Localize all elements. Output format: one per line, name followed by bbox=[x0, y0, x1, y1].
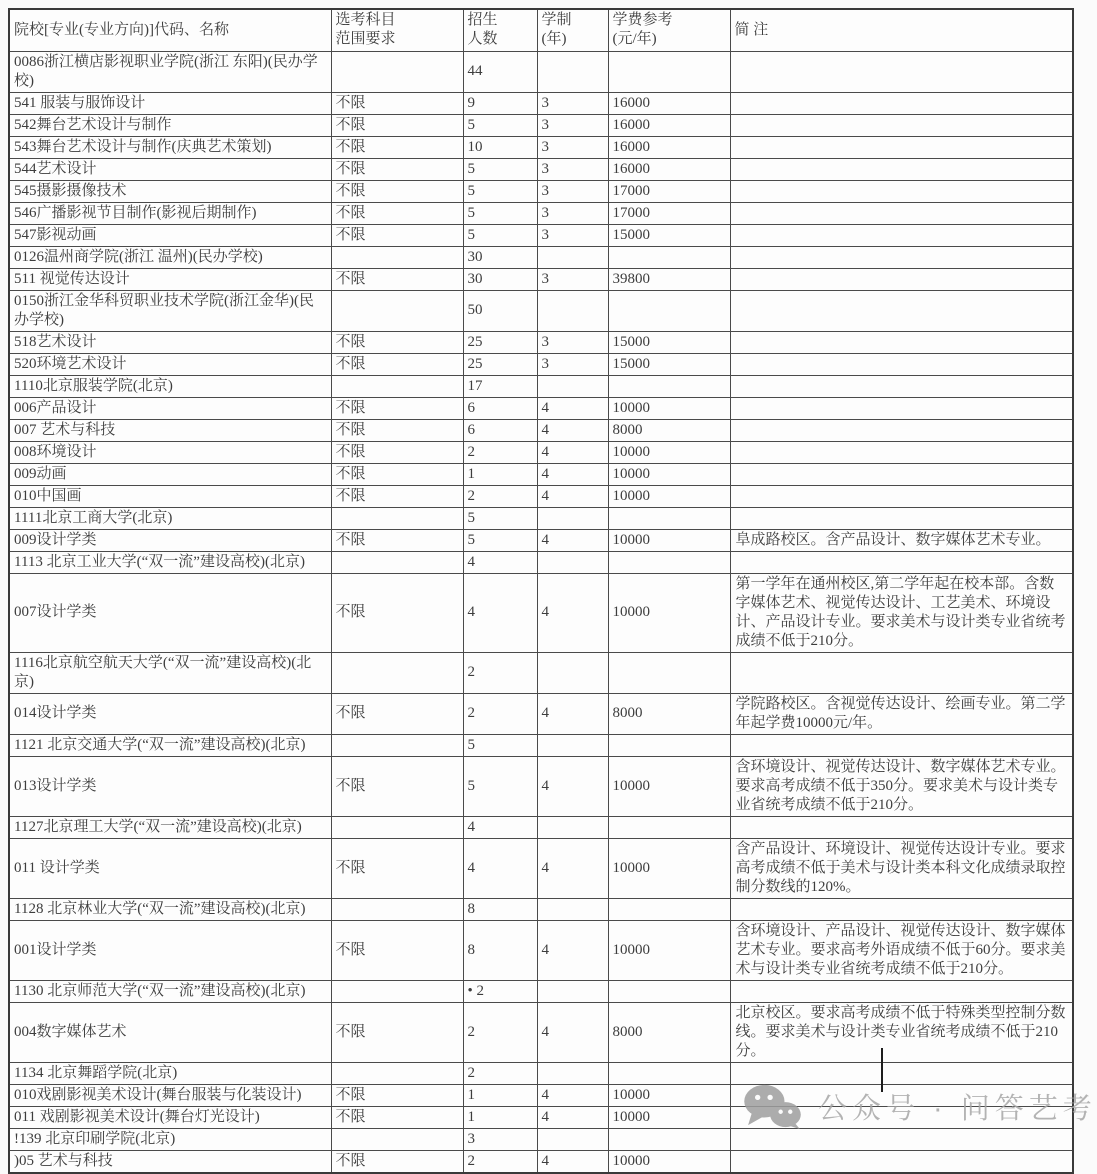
note-cell: 学院路校区。含视觉传达设计、绘画专业。第二学年起学费10000元/年。 bbox=[730, 693, 1073, 734]
subjects-cell: 不限 bbox=[331, 158, 463, 180]
table-row-major bbox=[9, 1084, 1073, 1106]
col-header-fee-line1: 学费参考 bbox=[612, 12, 673, 29]
tuition-fee-cell: 8000 bbox=[608, 419, 730, 441]
school-major-cell: 004数字媒体艺术 bbox=[9, 1002, 331, 1062]
school-major-cell: 001设计学类 bbox=[9, 920, 331, 980]
school-major-cell: )05 艺术与科技 bbox=[9, 1150, 331, 1173]
enrollment-count-cell: 1 bbox=[463, 1084, 537, 1106]
tuition-fee-cell bbox=[608, 898, 730, 920]
enrollment-count-cell: 2 bbox=[463, 652, 537, 693]
table-row-major bbox=[9, 573, 1073, 652]
col-header-count-line1: 招生 bbox=[467, 12, 498, 29]
table-row-major bbox=[9, 268, 1073, 290]
table-row-school bbox=[9, 1128, 1073, 1150]
table-row-school bbox=[9, 290, 1073, 331]
table-row-major bbox=[9, 158, 1073, 180]
note-cell bbox=[730, 246, 1073, 268]
enrollment-count-cell: 2 bbox=[463, 441, 537, 463]
table-row-major bbox=[9, 397, 1073, 419]
school-major-cell: 1111北京工商大学(北京) bbox=[9, 507, 331, 529]
table-row-major bbox=[9, 693, 1073, 734]
note-cell bbox=[730, 1150, 1073, 1173]
note-cell bbox=[730, 1106, 1073, 1128]
tuition-fee-cell: 10000 bbox=[608, 1084, 730, 1106]
table-row-major bbox=[9, 485, 1073, 507]
subjects-cell: 不限 bbox=[331, 485, 463, 507]
note-cell bbox=[730, 816, 1073, 838]
table-row-school bbox=[9, 652, 1073, 693]
enrollment-count-cell: 4 bbox=[463, 551, 537, 573]
col-header-school-major bbox=[9, 9, 331, 51]
enrollment-count-cell: 4 bbox=[463, 573, 537, 652]
table-row-major bbox=[9, 180, 1073, 202]
subjects-cell: 不限 bbox=[331, 693, 463, 734]
school-major-cell: 010中国画 bbox=[9, 485, 331, 507]
subjects-cell bbox=[331, 816, 463, 838]
enrollment-count-cell: 4 bbox=[463, 838, 537, 898]
subjects-cell: 不限 bbox=[331, 180, 463, 202]
note-cell: 第一学年在通州校区,第二学年起在校本部。含数字媒体艺术、视觉传达设计、工艺美术、环境设计、产品设计专业。要求美术与设计类专业省统考成绩不低于210分。 bbox=[730, 573, 1073, 652]
study-years-cell: 4 bbox=[537, 920, 608, 980]
note-cell bbox=[730, 136, 1073, 158]
school-major-cell: 010戏剧影视美术设计(舞台服装与化装设计) bbox=[9, 1084, 331, 1106]
study-years-cell: 4 bbox=[537, 756, 608, 816]
subjects-cell: 不限 bbox=[331, 268, 463, 290]
school-major-cell: 1127北京理工大学(“双一流”建设高校)(北京) bbox=[9, 816, 331, 838]
col-header-note-label: 简 注 bbox=[734, 21, 769, 38]
col-header-count bbox=[463, 9, 537, 51]
enrollment-count-cell: 5 bbox=[463, 114, 537, 136]
note-cell bbox=[730, 224, 1073, 246]
school-major-cell: 007设计学类 bbox=[9, 573, 331, 652]
subjects-cell: 不限 bbox=[331, 756, 463, 816]
tuition-fee-cell: 10000 bbox=[608, 1150, 730, 1173]
subjects-cell: 不限 bbox=[331, 1150, 463, 1173]
table-row-major bbox=[9, 920, 1073, 980]
tuition-fee-cell: 10000 bbox=[608, 463, 730, 485]
school-major-cell: 011 戏剧影视美术设计(舞台灯光设计) bbox=[9, 1106, 331, 1128]
study-years-cell: 3 bbox=[537, 331, 608, 353]
enrollment-count-cell: 50 bbox=[463, 290, 537, 331]
study-years-cell bbox=[537, 816, 608, 838]
school-major-cell: 0150浙江金华科贸职业技术学院(浙江金华)(民办学校) bbox=[9, 290, 331, 331]
enrollment-count-cell: 5 bbox=[463, 507, 537, 529]
subjects-cell bbox=[331, 734, 463, 756]
enrollment-count-cell: 6 bbox=[463, 397, 537, 419]
tuition-fee-cell bbox=[608, 816, 730, 838]
stray-vertical-line bbox=[881, 1048, 883, 1092]
table-row-major bbox=[9, 224, 1073, 246]
study-years-cell: 4 bbox=[537, 1150, 608, 1173]
table-row-school bbox=[9, 507, 1073, 529]
enrollment-count-cell: 5 bbox=[463, 734, 537, 756]
study-years-cell: 3 bbox=[537, 224, 608, 246]
tuition-fee-cell bbox=[608, 375, 730, 397]
table-row-major bbox=[9, 114, 1073, 136]
col-header-years bbox=[537, 9, 608, 51]
subjects-cell: 不限 bbox=[331, 529, 463, 551]
study-years-cell: 4 bbox=[537, 1002, 608, 1062]
subjects-cell: 不限 bbox=[331, 838, 463, 898]
enrollment-count-cell: 2 bbox=[463, 1150, 537, 1173]
subjects-cell bbox=[331, 375, 463, 397]
study-years-cell: 4 bbox=[537, 485, 608, 507]
subjects-cell: 不限 bbox=[331, 1106, 463, 1128]
subjects-cell bbox=[331, 290, 463, 331]
subjects-cell: 不限 bbox=[331, 114, 463, 136]
school-major-cell: 1110北京服装学院(北京) bbox=[9, 375, 331, 397]
note-cell bbox=[730, 158, 1073, 180]
school-major-cell: 545摄影摄像技术 bbox=[9, 180, 331, 202]
subjects-cell: 不限 bbox=[331, 1084, 463, 1106]
enrollment-count-cell: 4 bbox=[463, 816, 537, 838]
subjects-cell: 不限 bbox=[331, 463, 463, 485]
table-row-school bbox=[9, 375, 1073, 397]
enrollment-count-cell: 1 bbox=[463, 1106, 537, 1128]
school-major-cell: 543舞台艺术设计与制作(庆典艺术策划) bbox=[9, 136, 331, 158]
study-years-cell bbox=[537, 734, 608, 756]
school-major-cell: 1130 北京师范大学(“双一流”建设高校)(北京) bbox=[9, 980, 331, 1002]
tuition-fee-cell bbox=[608, 507, 730, 529]
tuition-fee-cell bbox=[608, 51, 730, 92]
study-years-cell: 3 bbox=[537, 353, 608, 375]
enrollment-count-cell: 2 bbox=[463, 693, 537, 734]
tuition-fee-cell: 15000 bbox=[608, 353, 730, 375]
subjects-cell: 不限 bbox=[331, 92, 463, 114]
study-years-cell bbox=[537, 246, 608, 268]
enrollment-count-cell: 5 bbox=[463, 756, 537, 816]
note-cell: 含环境设计、产品设计、视觉传达设计、数字媒体艺术专业。要求高考外语成绩不低于60分。要求美术与设计类专业省统考成绩不低于210分。 bbox=[730, 920, 1073, 980]
study-years-cell bbox=[537, 1128, 608, 1150]
study-years-cell: 3 bbox=[537, 136, 608, 158]
enrollment-count-cell: 5 bbox=[463, 224, 537, 246]
subjects-cell: 不限 bbox=[331, 397, 463, 419]
note-cell bbox=[730, 734, 1073, 756]
table-row-school bbox=[9, 734, 1073, 756]
study-years-cell: 3 bbox=[537, 268, 608, 290]
tuition-fee-cell bbox=[608, 246, 730, 268]
tuition-fee-cell: 10000 bbox=[608, 756, 730, 816]
school-major-cell: 1121 北京交通大学(“双一流”建设高校)(北京) bbox=[9, 734, 331, 756]
note-cell bbox=[730, 375, 1073, 397]
table-row-school bbox=[9, 980, 1073, 1002]
tuition-fee-cell bbox=[608, 652, 730, 693]
study-years-cell: 4 bbox=[537, 573, 608, 652]
enrollment-count-cell: 8 bbox=[463, 898, 537, 920]
study-years-cell: 4 bbox=[537, 397, 608, 419]
col-header-subjects-line1: 选考科目 bbox=[335, 12, 396, 29]
school-major-cell: 1116北京航空航天大学(“双一流”建设高校)(北京) bbox=[9, 652, 331, 693]
note-cell: 含环境设计、视觉传达设计、数字媒体艺术专业。要求高考成绩不低于350分。要求美术与设计类专业省统考成绩不低于210分。 bbox=[730, 756, 1073, 816]
study-years-cell: 4 bbox=[537, 441, 608, 463]
tuition-fee-cell: 10000 bbox=[608, 485, 730, 507]
note-cell bbox=[730, 419, 1073, 441]
tuition-fee-cell: 10000 bbox=[608, 397, 730, 419]
col-header-count-line2: 人数 bbox=[467, 31, 498, 48]
enrollment-count-cell: 44 bbox=[463, 51, 537, 92]
tuition-fee-cell: 17000 bbox=[608, 202, 730, 224]
table-row-major bbox=[9, 202, 1073, 224]
enrollment-count-cell: 1 bbox=[463, 463, 537, 485]
note-cell: 阜成路校区。含产品设计、数字媒体艺术专业。 bbox=[730, 529, 1073, 551]
tuition-fee-cell bbox=[608, 1128, 730, 1150]
note-cell bbox=[730, 290, 1073, 331]
subjects-cell: 不限 bbox=[331, 202, 463, 224]
table-row-major bbox=[9, 92, 1073, 114]
note-cell bbox=[730, 331, 1073, 353]
note-cell bbox=[730, 441, 1073, 463]
enrollment-count-cell: 2 bbox=[463, 1062, 537, 1084]
tuition-fee-cell bbox=[608, 1062, 730, 1084]
note-cell: 含产品设计、环境设计、视觉传达设计专业。要求高考成绩不低于美术与设计类本科文化成绩录取控制分数线的120%。 bbox=[730, 838, 1073, 898]
study-years-cell: 4 bbox=[537, 838, 608, 898]
enrollment-count-cell: 17 bbox=[463, 375, 537, 397]
table-row-school bbox=[9, 551, 1073, 573]
study-years-cell: 4 bbox=[537, 463, 608, 485]
note-cell bbox=[730, 1084, 1073, 1106]
enrollment-count-cell: 9 bbox=[463, 92, 537, 114]
tuition-fee-cell: 8000 bbox=[608, 693, 730, 734]
study-years-cell: 4 bbox=[537, 1106, 608, 1128]
subjects-cell: 不限 bbox=[331, 136, 463, 158]
study-years-cell: 3 bbox=[537, 92, 608, 114]
table-row-school bbox=[9, 246, 1073, 268]
note-cell bbox=[730, 898, 1073, 920]
note-cell: 北京校区。要求高考成绩不低于特殊类型控制分数线。要求美术与设计类专业省统考成绩不低于210分。 bbox=[730, 1002, 1073, 1062]
subjects-cell bbox=[331, 652, 463, 693]
school-major-cell: 1134 北京舞蹈学院(北京) bbox=[9, 1062, 331, 1084]
tuition-fee-cell: 15000 bbox=[608, 224, 730, 246]
tuition-fee-cell bbox=[608, 980, 730, 1002]
note-cell bbox=[730, 268, 1073, 290]
table-row-major bbox=[9, 529, 1073, 551]
subjects-cell: 不限 bbox=[331, 419, 463, 441]
col-header-years-line1: 学制 bbox=[541, 12, 572, 29]
note-cell bbox=[730, 353, 1073, 375]
table-row-school bbox=[9, 51, 1073, 92]
enrollment-count-cell: 5 bbox=[463, 529, 537, 551]
note-cell bbox=[730, 180, 1073, 202]
study-years-cell bbox=[537, 51, 608, 92]
tuition-fee-cell: 15000 bbox=[608, 331, 730, 353]
tuition-fee-cell bbox=[608, 290, 730, 331]
subjects-cell bbox=[331, 507, 463, 529]
school-major-cell: 006产品设计 bbox=[9, 397, 331, 419]
col-header-fee-line2: (元/年) bbox=[612, 31, 657, 48]
tuition-fee-cell bbox=[608, 551, 730, 573]
study-years-cell bbox=[537, 652, 608, 693]
col-header-years-line2: (年) bbox=[541, 31, 567, 48]
col-header-note bbox=[730, 9, 1073, 51]
subjects-cell bbox=[331, 898, 463, 920]
table-row-major bbox=[9, 1002, 1073, 1062]
header-row bbox=[9, 9, 1073, 51]
study-years-cell bbox=[537, 507, 608, 529]
study-years-cell: 4 bbox=[537, 1084, 608, 1106]
table-row-major bbox=[9, 463, 1073, 485]
study-years-cell: 3 bbox=[537, 180, 608, 202]
subjects-cell bbox=[331, 51, 463, 92]
school-major-cell: 542舞台艺术设计与制作 bbox=[9, 114, 331, 136]
table-row-major bbox=[9, 1150, 1073, 1173]
school-major-cell: 511 视觉传达设计 bbox=[9, 268, 331, 290]
school-major-cell: 0086浙江横店影视职业学院(浙江 东阳)(民办学校) bbox=[9, 51, 331, 92]
col-header-school-major-label: 院校[专业(专业方向)]代码、名称 bbox=[14, 21, 229, 38]
school-major-cell: 011 设计学类 bbox=[9, 838, 331, 898]
tuition-fee-cell: 16000 bbox=[608, 92, 730, 114]
school-major-cell: 547影视动画 bbox=[9, 224, 331, 246]
tuition-fee-cell: 16000 bbox=[608, 114, 730, 136]
table-row-major bbox=[9, 136, 1073, 158]
study-years-cell bbox=[537, 980, 608, 1002]
table-row-major bbox=[9, 441, 1073, 463]
col-header-fee bbox=[608, 9, 730, 51]
note-cell bbox=[730, 202, 1073, 224]
school-major-cell: 013设计学类 bbox=[9, 756, 331, 816]
table-row-school bbox=[9, 816, 1073, 838]
enrollment-count-cell: 25 bbox=[463, 331, 537, 353]
enrollment-count-cell: 2 bbox=[463, 485, 537, 507]
subjects-cell bbox=[331, 551, 463, 573]
tuition-fee-cell: 10000 bbox=[608, 441, 730, 463]
school-major-cell: 008环境设计 bbox=[9, 441, 331, 463]
tuition-fee-cell: 10000 bbox=[608, 529, 730, 551]
enrollment-count-cell: 8 bbox=[463, 920, 537, 980]
study-years-cell bbox=[537, 375, 608, 397]
school-major-cell: 520环境艺术设计 bbox=[9, 353, 331, 375]
tuition-fee-cell: 8000 bbox=[608, 1002, 730, 1062]
enrollment-count-cell: • 2 bbox=[463, 980, 537, 1002]
school-major-cell: 1113 北京工业大学(“双一流”建设高校)(北京) bbox=[9, 551, 331, 573]
study-years-cell: 3 bbox=[537, 114, 608, 136]
school-major-cell: 0126温州商学院(浙江 温州)(民办学校) bbox=[9, 246, 331, 268]
tuition-fee-cell: 10000 bbox=[608, 920, 730, 980]
col-header-subjects bbox=[331, 9, 463, 51]
note-cell bbox=[730, 652, 1073, 693]
tuition-fee-cell: 16000 bbox=[608, 158, 730, 180]
school-major-cell: 541 服装与服饰设计 bbox=[9, 92, 331, 114]
subjects-cell: 不限 bbox=[331, 920, 463, 980]
note-cell bbox=[730, 1062, 1073, 1084]
enrollment-count-cell: 10 bbox=[463, 136, 537, 158]
note-cell bbox=[730, 92, 1073, 114]
study-years-cell bbox=[537, 1062, 608, 1084]
admissions-table bbox=[8, 8, 1074, 1174]
study-years-cell bbox=[537, 551, 608, 573]
note-cell bbox=[730, 507, 1073, 529]
table-row-major bbox=[9, 1106, 1073, 1128]
table-row-major bbox=[9, 353, 1073, 375]
subjects-cell bbox=[331, 1128, 463, 1150]
note-cell bbox=[730, 551, 1073, 573]
subjects-cell bbox=[331, 1062, 463, 1084]
subjects-cell: 不限 bbox=[331, 353, 463, 375]
note-cell bbox=[730, 1128, 1073, 1150]
enrollment-count-cell: 25 bbox=[463, 353, 537, 375]
study-years-cell: 3 bbox=[537, 202, 608, 224]
school-major-cell: 009设计学类 bbox=[9, 529, 331, 551]
enrollment-count-cell: 30 bbox=[463, 268, 537, 290]
study-years-cell: 4 bbox=[537, 529, 608, 551]
note-cell bbox=[730, 463, 1073, 485]
tuition-fee-cell: 17000 bbox=[608, 180, 730, 202]
note-cell bbox=[730, 114, 1073, 136]
study-years-cell: 4 bbox=[537, 419, 608, 441]
tuition-fee-cell: 10000 bbox=[608, 573, 730, 652]
school-major-cell: 518艺术设计 bbox=[9, 331, 331, 353]
enrollment-count-cell: 5 bbox=[463, 202, 537, 224]
note-cell bbox=[730, 485, 1073, 507]
table-row-major bbox=[9, 419, 1073, 441]
enrollment-count-cell: 5 bbox=[463, 180, 537, 202]
note-cell bbox=[730, 51, 1073, 92]
subjects-cell: 不限 bbox=[331, 1002, 463, 1062]
enrollment-count-cell: 5 bbox=[463, 158, 537, 180]
table-row-major bbox=[9, 756, 1073, 816]
table-row-major bbox=[9, 331, 1073, 353]
enrollment-count-cell: 2 bbox=[463, 1002, 537, 1062]
tuition-fee-cell: 39800 bbox=[608, 268, 730, 290]
subjects-cell: 不限 bbox=[331, 331, 463, 353]
subjects-cell bbox=[331, 246, 463, 268]
study-years-cell: 3 bbox=[537, 158, 608, 180]
school-major-cell: 546广播影视节目制作(影视后期制作) bbox=[9, 202, 331, 224]
tuition-fee-cell: 10000 bbox=[608, 1106, 730, 1128]
watermark-text: 公众号 · 问答艺考 bbox=[818, 1092, 1097, 1125]
school-major-cell: 544艺术设计 bbox=[9, 158, 331, 180]
study-years-cell: 4 bbox=[537, 693, 608, 734]
note-cell bbox=[730, 397, 1073, 419]
enrollment-count-cell: 6 bbox=[463, 419, 537, 441]
table-row-major bbox=[9, 838, 1073, 898]
subjects-cell: 不限 bbox=[331, 573, 463, 652]
subjects-cell: 不限 bbox=[331, 441, 463, 463]
col-header-subjects-line2: 范围要求 bbox=[335, 31, 396, 48]
school-major-cell: !139 北京印刷学院(北京) bbox=[9, 1128, 331, 1150]
table-row-school bbox=[9, 1062, 1073, 1084]
table-row-school bbox=[9, 898, 1073, 920]
enrollment-count-cell: 3 bbox=[463, 1128, 537, 1150]
subjects-cell bbox=[331, 980, 463, 1002]
study-years-cell bbox=[537, 290, 608, 331]
tuition-fee-cell: 10000 bbox=[608, 838, 730, 898]
tuition-fee-cell bbox=[608, 734, 730, 756]
school-major-cell: 009动画 bbox=[9, 463, 331, 485]
study-years-cell bbox=[537, 898, 608, 920]
school-major-cell: 007 艺术与科技 bbox=[9, 419, 331, 441]
tuition-fee-cell: 16000 bbox=[608, 136, 730, 158]
subjects-cell: 不限 bbox=[331, 224, 463, 246]
school-major-cell: 014设计学类 bbox=[9, 693, 331, 734]
note-cell bbox=[730, 980, 1073, 1002]
school-major-cell: 1128 北京林业大学(“双一流”建设高校)(北京) bbox=[9, 898, 331, 920]
enrollment-count-cell: 30 bbox=[463, 246, 537, 268]
